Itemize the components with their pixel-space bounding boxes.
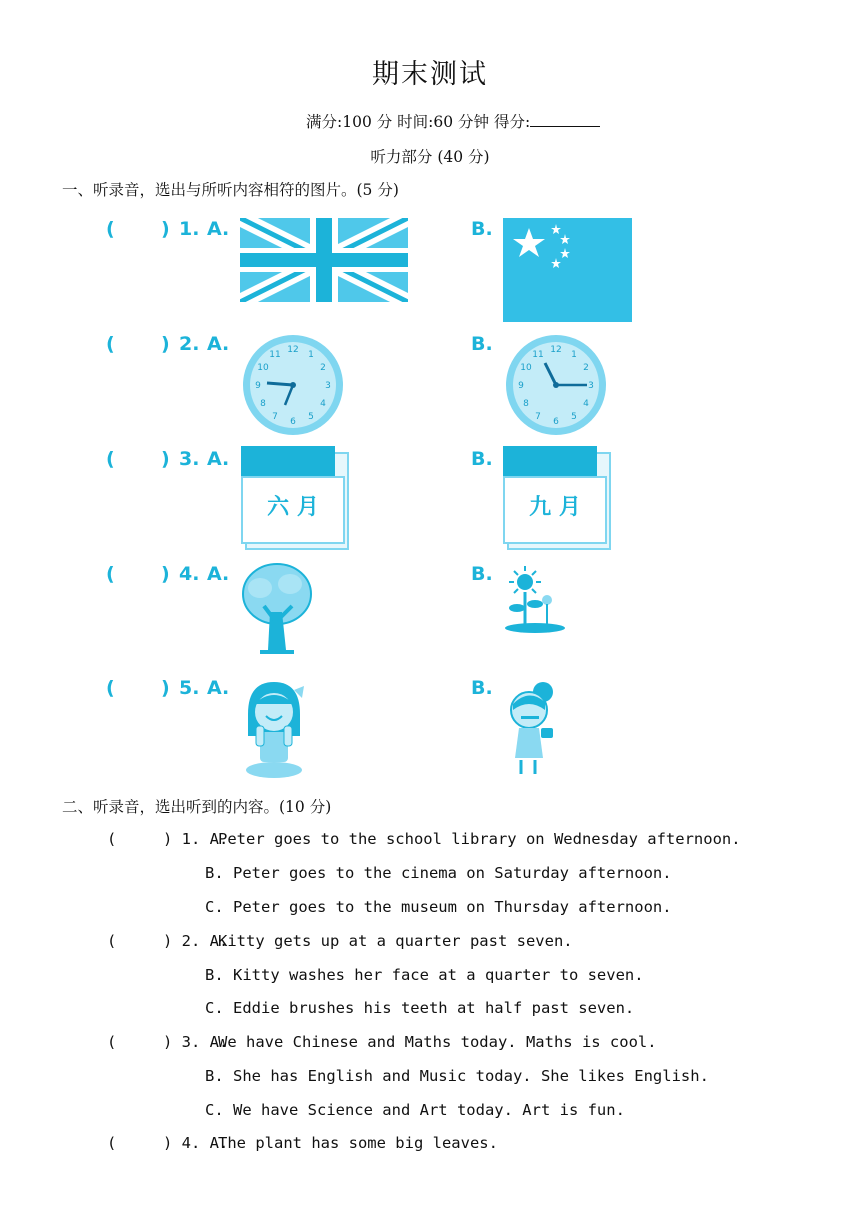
flower-icon[interactable] xyxy=(503,562,567,634)
svg-text:7: 7 xyxy=(272,412,278,422)
option-b[interactable]: B. She has English and Music today. She likes English. xyxy=(205,1067,709,1085)
question-prefix: ( ) 3. A. xyxy=(107,1033,229,1051)
answer-paren-close: ) xyxy=(161,563,170,585)
calendar-june-icon[interactable] xyxy=(241,446,349,550)
answer-paren-close: ) xyxy=(161,677,170,699)
option-a-label: A. xyxy=(207,677,230,699)
svg-text:8: 8 xyxy=(523,399,529,409)
question-prefix: ( ) 1. A. xyxy=(107,830,229,848)
section2-heading: 二、听录音，选出听到的内容。(10 分) xyxy=(62,798,332,816)
calendar-month-text: 六 月 xyxy=(241,476,345,544)
answer-paren-open: ( xyxy=(106,448,115,470)
answer-paren-close: ) xyxy=(161,448,170,470)
option-b-label: B. xyxy=(471,448,493,470)
section1-heading: 一、听录音，选出与所听内容相符的图片。(5 分) xyxy=(62,181,399,199)
item-number: 2. xyxy=(179,333,200,355)
clock-icon[interactable] xyxy=(503,333,609,437)
girl-brushing-icon[interactable] xyxy=(503,680,565,780)
answer-paren-close: ) xyxy=(161,218,170,240)
answer-paren-open: ( xyxy=(106,333,115,355)
option-a[interactable]: Kitty gets up at a quarter past seven. xyxy=(218,932,573,950)
answer-paren-open: ( xyxy=(106,677,115,699)
svg-text:3: 3 xyxy=(588,381,594,391)
question-prefix: ( ) 2. A. xyxy=(107,932,229,950)
svg-text:9: 9 xyxy=(255,381,261,391)
svg-text:9: 9 xyxy=(518,381,524,391)
option-a[interactable]: We have Chinese and Maths today. Maths is cool. xyxy=(218,1033,657,1051)
option-b-label: B. xyxy=(471,677,493,699)
option-a[interactable]: Peter goes to the school library on Wednesday afternoon. xyxy=(218,830,741,848)
option-a-label: A. xyxy=(207,218,230,240)
option-b[interactable]: B. Peter goes to the cinema on Saturday afternoon. xyxy=(205,864,672,882)
item-number: 3. xyxy=(179,448,200,470)
calendar-september-icon[interactable] xyxy=(503,446,611,550)
svg-text:6: 6 xyxy=(290,417,296,427)
svg-text:1: 1 xyxy=(308,350,314,360)
option-c[interactable]: C. Peter goes to the museum on Thursday afternoon. xyxy=(205,898,672,916)
tree-icon[interactable] xyxy=(240,562,314,660)
china-flag-icon[interactable] xyxy=(503,218,632,322)
page-title: 期末测试 xyxy=(372,59,488,90)
girl-washing-icon[interactable] xyxy=(240,676,310,780)
svg-text:4: 4 xyxy=(320,399,326,409)
calendar-binding xyxy=(241,446,335,476)
score-blank[interactable] xyxy=(530,112,600,127)
option-a-label: A. xyxy=(207,448,230,470)
score-text: 满分:100 分 时间:60 分钟 得分: xyxy=(306,113,531,131)
svg-text:8: 8 xyxy=(260,399,266,409)
svg-text:11: 11 xyxy=(269,350,281,360)
svg-text:3: 3 xyxy=(325,381,331,391)
svg-text:5: 5 xyxy=(571,412,577,422)
option-b-label: B. xyxy=(471,218,493,240)
svg-text:10: 10 xyxy=(257,363,269,373)
svg-text:12: 12 xyxy=(287,345,299,355)
item-number: 1. xyxy=(179,218,200,240)
option-b-label: B. xyxy=(471,563,493,585)
option-c[interactable]: C. Eddie brushes his teeth at half past seven. xyxy=(205,999,635,1017)
option-a-label: A. xyxy=(207,563,230,585)
svg-text:2: 2 xyxy=(583,363,589,373)
option-b-label: B. xyxy=(471,333,493,355)
answer-paren-open: ( xyxy=(106,218,115,240)
question-prefix: ( ) 4. A. xyxy=(107,1134,229,1152)
calendar-month-text: 九 月 xyxy=(503,476,607,544)
svg-text:10: 10 xyxy=(520,363,532,373)
svg-text:11: 11 xyxy=(532,350,544,360)
svg-text:4: 4 xyxy=(583,399,589,409)
uk-flag-icon[interactable] xyxy=(240,218,408,302)
item-number: 5. xyxy=(179,677,200,699)
item-number: 4. xyxy=(179,563,200,585)
calendar-binding xyxy=(503,446,597,476)
answer-paren-close: ) xyxy=(161,333,170,355)
svg-text:5: 5 xyxy=(308,412,314,422)
option-c[interactable]: C. We have Science and Art today. Art is fun. xyxy=(205,1101,625,1119)
score-line xyxy=(306,110,600,132)
svg-text:1: 1 xyxy=(571,350,577,360)
option-a[interactable]: The plant has some big leaves. xyxy=(218,1134,498,1152)
svg-text:12: 12 xyxy=(550,345,562,355)
answer-paren-open: ( xyxy=(106,563,115,585)
listening-part-title: 听力部分 (40 分) xyxy=(370,148,490,166)
svg-text:6: 6 xyxy=(553,417,559,427)
option-b[interactable]: B. Kitty washes her face at a quarter to seven. xyxy=(205,966,644,984)
clock-icon[interactable] xyxy=(240,333,346,437)
svg-text:2: 2 xyxy=(320,363,326,373)
svg-text:7: 7 xyxy=(535,412,541,422)
option-a-label: A. xyxy=(207,333,230,355)
